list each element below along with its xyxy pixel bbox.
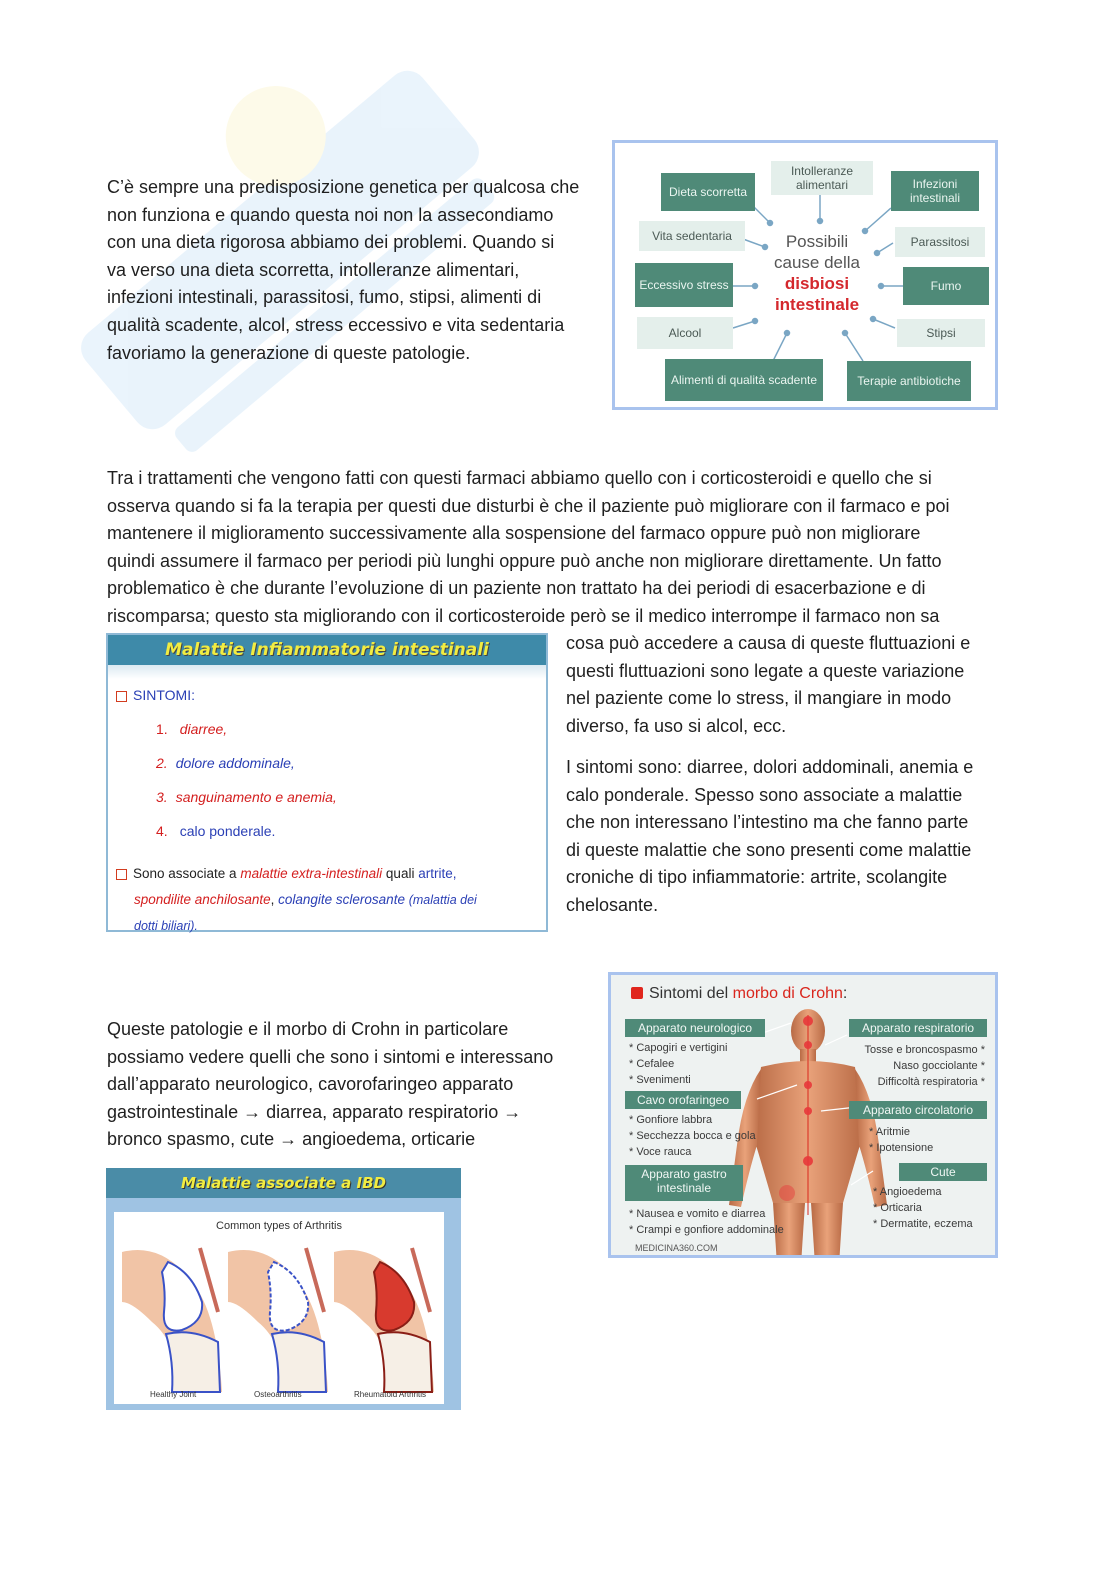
- text-line: con una dieta rigorosa abbiamo dei problemi. Quando si: [107, 232, 555, 253]
- cause-intolleranze: Intolleranze alimentari: [771, 161, 873, 195]
- cause-dieta: Dieta scorretta: [661, 173, 755, 211]
- source-credit: MEDICINA360.COM: [635, 1243, 718, 1253]
- assoc-text: malattie extra-intestinali: [240, 866, 383, 881]
- center-line-1: Possibili: [785, 232, 849, 251]
- symptoms-paragraph: [566, 754, 1006, 920]
- text-line: va verso una dieta scorretta, intolleranze alimentari,: [107, 259, 520, 280]
- symptom-item: * Nausea e vomito e diarrea: [629, 1208, 766, 1220]
- symptom-item: * Voce rauca: [629, 1146, 692, 1158]
- symptom-item: [156, 721, 227, 737]
- bullet-square-icon: [116, 869, 127, 880]
- cause-terapie: Terapie antibiotiche: [847, 361, 971, 401]
- center-line-2: cause della: [773, 253, 860, 272]
- symptom-num: 3.: [156, 789, 168, 805]
- cause-alcool: Alcool: [637, 317, 733, 349]
- symptom-item: * Secchezza bocca e gola: [629, 1130, 756, 1142]
- symptom-item: * Capogiri e vertigini: [629, 1042, 728, 1054]
- causes-center-title: [757, 231, 877, 315]
- symptom-item: [156, 823, 275, 839]
- symptom-item: * Gonfiore labbra: [629, 1114, 713, 1126]
- text-line: I sintomi sono: diarree, dolori addominali, anemia e: [566, 757, 974, 777]
- symptom-num: 2.: [156, 755, 168, 771]
- assoc-text: quali: [385, 866, 415, 881]
- bullet-square-icon: [116, 691, 127, 702]
- text-line: non funziona e quando questa noi non la assecondiamo: [107, 204, 554, 225]
- text-line: problematico è che durante l’evoluzione di un paziente non trattato ha dei periodi di esacerbazione e di: [107, 578, 926, 599]
- assoc-text: Sono associate a: [133, 866, 237, 881]
- symptom-text: calo ponderale.: [179, 823, 276, 839]
- label-gastro: Apparato gastro intestinale: [625, 1165, 743, 1201]
- label-oro: Cavo orofaringeo: [625, 1091, 741, 1109]
- symptom-num: 1.: [156, 721, 168, 737]
- treatment-paragraph: [107, 465, 1007, 631]
- crohn-title-a: Sintomi del: [649, 985, 729, 1002]
- text-line: quindi assumere il farmaco per periodi più lunghi oppure può anche non migliorare direttamente. Un fatto: [107, 550, 942, 571]
- label-neuro: Apparato neurologico: [625, 1019, 765, 1037]
- assoc-text: (malattia dei: [408, 893, 477, 907]
- label-resp: Apparato respiratorio: [849, 1019, 987, 1037]
- sintomi-label: SINTOMI:: [133, 687, 195, 703]
- text-line: osserva quando si fa la terapia per questi due disturbi è che il paziente può migliorare con il farmaco e poi: [107, 495, 950, 516]
- joint-label: Osteoarthritis: [254, 1390, 302, 1399]
- cause-alimenti: Alimenti di qualità scadente: [665, 359, 823, 401]
- ibd-slide-header: [108, 635, 546, 665]
- cause-stipsi: Stipsi: [897, 319, 985, 347]
- text-line: diverso, fa uso si alcol, ecc.: [566, 715, 787, 736]
- symptom-text: dolore addominale,: [175, 755, 295, 771]
- cause-fumo: Fumo: [903, 267, 989, 305]
- cause-vita: Vita sedentaria: [639, 221, 745, 251]
- symptom-text: sanguinamento e anemia,: [175, 789, 337, 805]
- text-line: possiamo vedere quelli che sono i sintomi e interessano: [107, 1046, 554, 1067]
- text-line: calo ponderale. Spesso sono associate a malattie: [566, 784, 963, 805]
- symptom-item: * Dermatite, eczema: [873, 1218, 973, 1230]
- text-line: cosa può accedere a causa di queste fluttuazioni e: [566, 633, 971, 653]
- text-line: bronco spasmo, cute → angioedema, orticarie: [107, 1129, 476, 1150]
- assoc-text: artrite,: [418, 866, 457, 881]
- ibd-symptoms-figure: [106, 633, 548, 932]
- associated-diseases: Sono associate a malattie extra-intestinali quali artrite, spondilite anchilosante, colangite sclerosante (malattia dei dotti biliari).: [116, 861, 536, 939]
- text-line: chelosante.: [566, 894, 659, 915]
- text-line: Queste patologie e il morbo di Crohn in particolare: [107, 1019, 509, 1039]
- cause-parassitosi: Parassitosi: [895, 227, 985, 257]
- text-line: nel paziente come lo stress, il mangiare in modo: [566, 688, 952, 709]
- ibd-slide-title: Malattie Infiammatorie intestinali: [165, 640, 489, 660]
- text-line: croniche di tipo infiammatorie: artrite, scolangite: [566, 867, 948, 888]
- text-line: mantenere il miglioramento successivamente alla sospensione del farmaco oppure può non migliorare: [107, 523, 921, 544]
- assoc-text: dotti biliari).: [134, 919, 198, 933]
- symptom-item: * Orticaria: [873, 1202, 922, 1214]
- arthritis-panel: [114, 1212, 444, 1404]
- center-line-3: disbiosi: [784, 274, 850, 293]
- text-line: qualità scadente, alcol, stress eccessivo e vita sedentaria: [107, 314, 565, 335]
- symptom-text: diarree,: [179, 721, 228, 737]
- dysbiosis-causes-figure: [612, 140, 998, 410]
- symptom-item: * Crampi e gonfiore addominale: [629, 1224, 784, 1236]
- knee-joints-illustration: [114, 1212, 444, 1404]
- text-line: Tra i trattamenti che vengono fatti con questi farmaci abbiamo quello con i corticosteroidi e quello che si: [107, 468, 932, 488]
- symptom-item: * Ipotensione: [869, 1142, 934, 1154]
- symptom-item: * Angioedema: [873, 1186, 942, 1198]
- text-line: favoriamo la generazione di queste patologie.: [107, 342, 471, 363]
- text-line: C’è sempre una predisposizione genetica per qualcosa che: [107, 177, 580, 197]
- symptom-item: * Cefalee: [629, 1058, 675, 1070]
- assoc-text: colangite sclerosante: [278, 892, 405, 907]
- text-line: gastrointestinale → diarrea, apparato respiratorio →: [107, 1101, 522, 1122]
- assoc-text: spondilite anchilosante: [134, 892, 271, 907]
- intro-paragraph: [107, 174, 602, 367]
- symptom-num: 4.: [156, 823, 168, 839]
- symptom-item: Tosse e broncospasmo *: [864, 1044, 985, 1056]
- joint-label: Rheumatoid Arthritis: [354, 1390, 427, 1399]
- text-line: dall’apparato neurologico, cavorofaringeo apparato: [107, 1074, 514, 1095]
- symptom-item: [156, 789, 337, 805]
- sintomi-heading: [116, 687, 195, 703]
- header-gradient: [108, 665, 546, 679]
- text-line: infezioni intestinali, parassitosi, fumo, stipsi, alimenti di: [107, 287, 542, 308]
- crohn-paragraph: [107, 1016, 587, 1154]
- arthritis-subtitle: Common types of Arthritis: [216, 1220, 342, 1232]
- symptom-item: Difficoltà respiratoria *: [877, 1076, 985, 1088]
- text-line: che non interessano l’intestino ma che fanno parte: [566, 812, 969, 833]
- text-line: questi fluttuazioni sono legate a queste variazione: [566, 660, 965, 681]
- symptom-item: * Aritmie: [869, 1126, 910, 1138]
- joint-label: Healthy Joint: [150, 1390, 197, 1399]
- label-circ: Apparato circolatorio: [849, 1101, 987, 1119]
- center-line-4: intestinale: [774, 295, 860, 314]
- cause-stress: Eccessivo stress: [635, 263, 733, 307]
- crohn-title-b: morbo di Crohn: [732, 985, 843, 1002]
- crohn-symptoms-figure: [608, 972, 998, 1258]
- text-line: di queste malattie che sono presenti come malattie: [566, 839, 972, 860]
- symptom-item: Naso gocciolante *: [893, 1060, 985, 1072]
- symptom-item: [156, 755, 295, 771]
- symptom-item: * Svenimenti: [629, 1074, 691, 1086]
- crohn-title-c: :: [842, 985, 848, 1002]
- cause-infezioni: Infezioni intestinali: [891, 171, 979, 211]
- arthritis-slide-title: Malattie associate a IBD: [180, 1174, 386, 1192]
- treatment-paragraph-continued: [566, 630, 1006, 740]
- text-line: riscomparsa; questo sta migliorando con il corticosteroide però se il medico interrompe il farmaco non sa: [107, 605, 940, 626]
- arthritis-slide-header: [106, 1168, 461, 1198]
- label-cute: Cute: [899, 1163, 987, 1181]
- arthritis-figure: [106, 1168, 461, 1410]
